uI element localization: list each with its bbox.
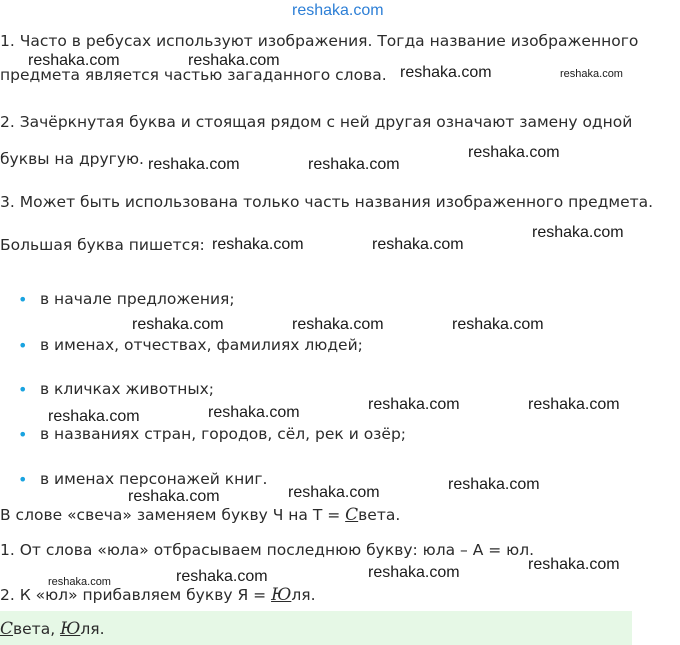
list-item: в начале предложения; xyxy=(40,290,235,308)
watermark: reshaka.com xyxy=(468,144,560,161)
big-letter: Ю xyxy=(60,619,81,639)
watermark: reshaka.com xyxy=(560,68,623,80)
solution-step-3-text: 2. К «юл» прибавляем букву Я = xyxy=(0,586,272,604)
big-letter: Ю xyxy=(271,585,292,605)
watermark: reshaka.com xyxy=(528,396,620,413)
watermark: reshaka.com xyxy=(188,52,280,69)
answer-word-1: вета, xyxy=(13,620,61,638)
watermark: reshaka.com xyxy=(212,236,304,253)
watermark: reshaka.com xyxy=(368,564,460,581)
solution-step-2: 1. От слова «юла» отбрасываем последнюю букву: юла – А = юл. xyxy=(0,541,535,559)
rule-3: 3. Может быть использована только часть названия изображенного предмета. xyxy=(0,193,654,211)
site-watermark-top: reshaka.com xyxy=(292,2,384,19)
solution-step-1 xyxy=(0,505,400,525)
big-letter: С xyxy=(345,505,359,525)
list-item: в кличках животных; xyxy=(40,380,214,398)
watermark: reshaka.com xyxy=(528,556,620,573)
watermark: reshaka.com xyxy=(532,224,624,241)
watermark: reshaka.com xyxy=(132,316,224,333)
solution-step-1-text: В слове «свеча» заменяем букву Ч на Т = xyxy=(0,506,346,524)
watermark: reshaka.com xyxy=(208,404,300,421)
bullet-icon: • xyxy=(18,336,28,355)
watermark: reshaka.com xyxy=(148,156,240,173)
watermark: reshaka.com xyxy=(308,156,400,173)
watermark: reshaka.com xyxy=(176,568,268,585)
watermark: reshaka.com xyxy=(288,484,380,501)
rule-1-line-1: 1. Часто в ребусах используют изображения. Тогда название изображенного xyxy=(0,32,639,50)
bullet-icon: • xyxy=(18,380,28,399)
list-item: в именах, отчествах, фамилиях людей; xyxy=(40,336,363,354)
watermark: reshaka.com xyxy=(368,396,460,413)
watermark: reshaka.com xyxy=(128,488,220,505)
bullet-icon: • xyxy=(18,425,28,444)
watermark: reshaka.com xyxy=(452,316,544,333)
solution-step-1-rest: вета. xyxy=(358,506,401,524)
solution-step-3-rest: ля. xyxy=(291,586,316,604)
rule-2-line-2: буквы на другую. xyxy=(0,150,144,168)
watermark: reshaka.com xyxy=(448,476,540,493)
watermark: reshaka.com xyxy=(48,408,140,425)
watermark: reshaka.com xyxy=(372,236,464,253)
watermark: reshaka.com xyxy=(28,52,120,69)
watermark: reshaka.com xyxy=(400,64,492,81)
rule-1-line-2: предмета является частью загаданного слова. xyxy=(0,66,387,84)
list-item: в названиях стран, городов, сёл, рек и озёр; xyxy=(40,425,407,443)
answer-word-2: ля. xyxy=(80,620,105,638)
list-item: в именах персонажей книг. xyxy=(40,470,268,488)
bullet-icon: • xyxy=(18,290,28,309)
bullet-icon: • xyxy=(18,470,28,489)
watermark: reshaka.com xyxy=(48,576,111,588)
answer-text xyxy=(0,619,105,639)
rule-2-line-1: 2. Зачёркнутая буква и стоящая рядом с ней другая означают замену одной xyxy=(0,113,633,131)
capital-letter-heading: Большая буква пишется: xyxy=(0,236,205,254)
solution-step-3 xyxy=(0,585,316,605)
big-letter: С xyxy=(0,619,14,639)
watermark: reshaka.com xyxy=(292,316,384,333)
